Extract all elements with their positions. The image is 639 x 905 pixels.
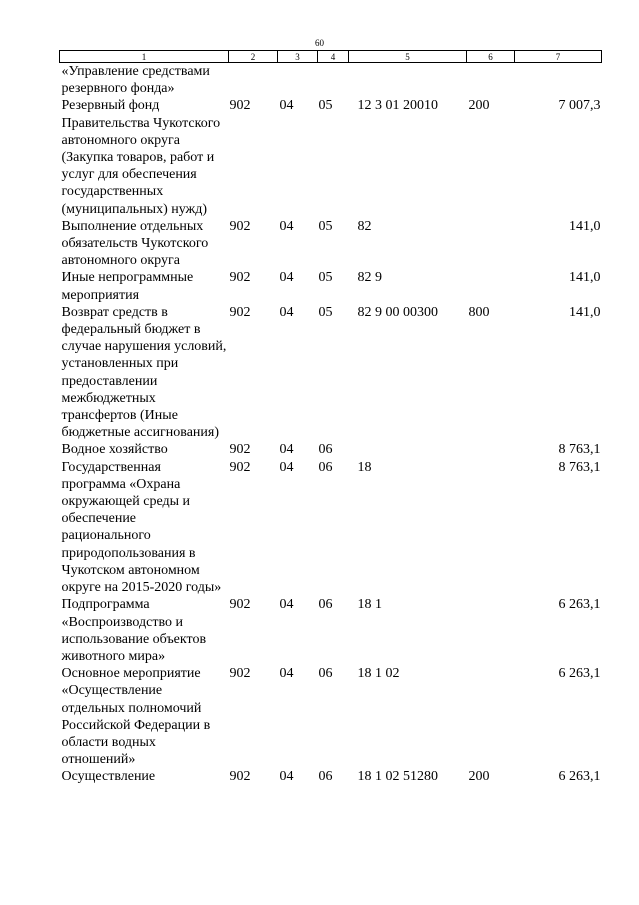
target-article-code: 82 9 00 00300 <box>357 304 438 320</box>
amount: 6 263,1 <box>558 769 601 785</box>
table-row <box>60 63 602 98</box>
target-article-code: 18 <box>357 459 372 475</box>
subsection-code: 05 <box>318 270 333 286</box>
table-row <box>60 218 602 270</box>
ministry-code: 902 <box>229 597 251 613</box>
expense-type-code <box>467 63 515 98</box>
table-row <box>60 269 602 303</box>
amount: 141,0 <box>569 218 601 234</box>
table-row <box>60 596 602 665</box>
ministry-code: 902 <box>229 442 251 458</box>
expense-type-code <box>467 269 515 303</box>
row-name: Государственная программа «Охрана окружающей среды и обеспечение рационального природопользования в Чукотском автономном округе на 2015-2020 годы» <box>61 459 222 596</box>
column-number: 7 <box>515 51 602 63</box>
amount: 8 763,1 <box>558 442 601 458</box>
expense-type-code: 800 <box>468 304 490 320</box>
ministry-code: 902 <box>229 459 251 475</box>
section-code: 04 <box>279 270 294 286</box>
budget-table <box>59 50 602 786</box>
section-code: 04 <box>279 769 294 785</box>
column-number-row <box>60 51 602 63</box>
section-code: 04 <box>279 304 294 320</box>
row-name: Основное мероприятие «Осуществление отдельных полномочий Российской Федерации в области водных отношений» <box>61 666 211 768</box>
column-number: 4 <box>318 51 349 63</box>
ministry-code: 902 <box>229 98 251 114</box>
amount: 8 763,1 <box>558 459 601 475</box>
amount: 7 007,3 <box>558 98 601 114</box>
subsection-code: 06 <box>318 442 333 458</box>
section-code: 04 <box>279 666 294 682</box>
target-article-code: 82 9 <box>357 270 382 286</box>
table-row <box>60 459 602 597</box>
row-name: Возврат средств в федеральный бюджет в случае нарушения условий, установленных при предоставлении межбюджетных трансфертов (Иные бюджетные ассигнования) <box>61 304 227 441</box>
subsection-code: 06 <box>318 769 333 785</box>
row-name: Водное хозяйство <box>61 442 168 458</box>
row-name: Выполнение отдельных обязательств Чукотского автономного округа <box>61 218 209 269</box>
amount: 141,0 <box>569 270 601 286</box>
target-article-code: 82 <box>357 218 372 234</box>
ministry-code: 902 <box>229 270 251 286</box>
subsection-code: 06 <box>318 459 333 475</box>
row-name: Подпрограмма «Воспроизводство и использование объектов животного мира» <box>61 597 207 664</box>
section-code: 04 <box>279 98 294 114</box>
section-code: 04 <box>279 442 294 458</box>
column-number: 3 <box>278 51 318 63</box>
expense-type-code <box>467 665 515 768</box>
subsection-code <box>318 63 349 98</box>
ministry-code <box>229 63 278 98</box>
expense-type-code: 200 <box>468 98 490 114</box>
ministry-code: 902 <box>229 304 251 320</box>
row-name: Осуществление <box>61 769 156 785</box>
subsection-code: 05 <box>318 304 333 320</box>
expense-type-code <box>467 596 515 665</box>
row-name: Резервный фонд Правительства Чукотского автономного округа (Закупка товаров, работ и услуг для обеспечения государственных (муниципальных) нужд) <box>61 98 221 217</box>
page-number: 60 <box>315 38 324 48</box>
target-article-code: 12 3 01 20010 <box>357 98 438 114</box>
row-name: Иные непрограммные мероприятия <box>61 270 194 303</box>
subsection-code: 06 <box>318 666 333 682</box>
table-row <box>60 665 602 768</box>
section-code: 04 <box>279 218 294 234</box>
table-row <box>60 304 602 442</box>
amount: 6 263,1 <box>558 597 601 613</box>
column-number: 5 <box>349 51 467 63</box>
ministry-code: 902 <box>229 769 251 785</box>
target-article-code: 18 1 02 <box>357 666 400 682</box>
column-number: 6 <box>467 51 515 63</box>
section-code: 04 <box>279 459 294 475</box>
table-row <box>60 97 602 217</box>
subsection-code: 06 <box>318 597 333 613</box>
subsection-code: 05 <box>318 98 333 114</box>
row-name: «Управление средствами резервного фонда» <box>61 64 210 97</box>
table-row <box>60 768 602 785</box>
expense-type-code: 200 <box>468 769 490 785</box>
target-article-code <box>349 63 467 98</box>
target-article-code <box>349 441 467 458</box>
target-article-code: 18 1 <box>357 597 382 613</box>
subsection-code: 05 <box>318 218 333 234</box>
expense-type-code <box>467 459 515 597</box>
amount: 6 263,1 <box>558 666 601 682</box>
column-number: 1 <box>60 51 229 63</box>
section-code: 04 <box>279 597 294 613</box>
ministry-code: 902 <box>229 666 251 682</box>
expense-type-code <box>467 218 515 270</box>
table-row <box>60 441 602 458</box>
expense-type-code <box>467 441 515 458</box>
column-number: 2 <box>229 51 278 63</box>
amount <box>515 63 602 98</box>
section-code <box>278 63 318 98</box>
amount: 141,0 <box>569 304 601 320</box>
ministry-code: 902 <box>229 218 251 234</box>
target-article-code: 18 1 02 51280 <box>357 769 438 785</box>
